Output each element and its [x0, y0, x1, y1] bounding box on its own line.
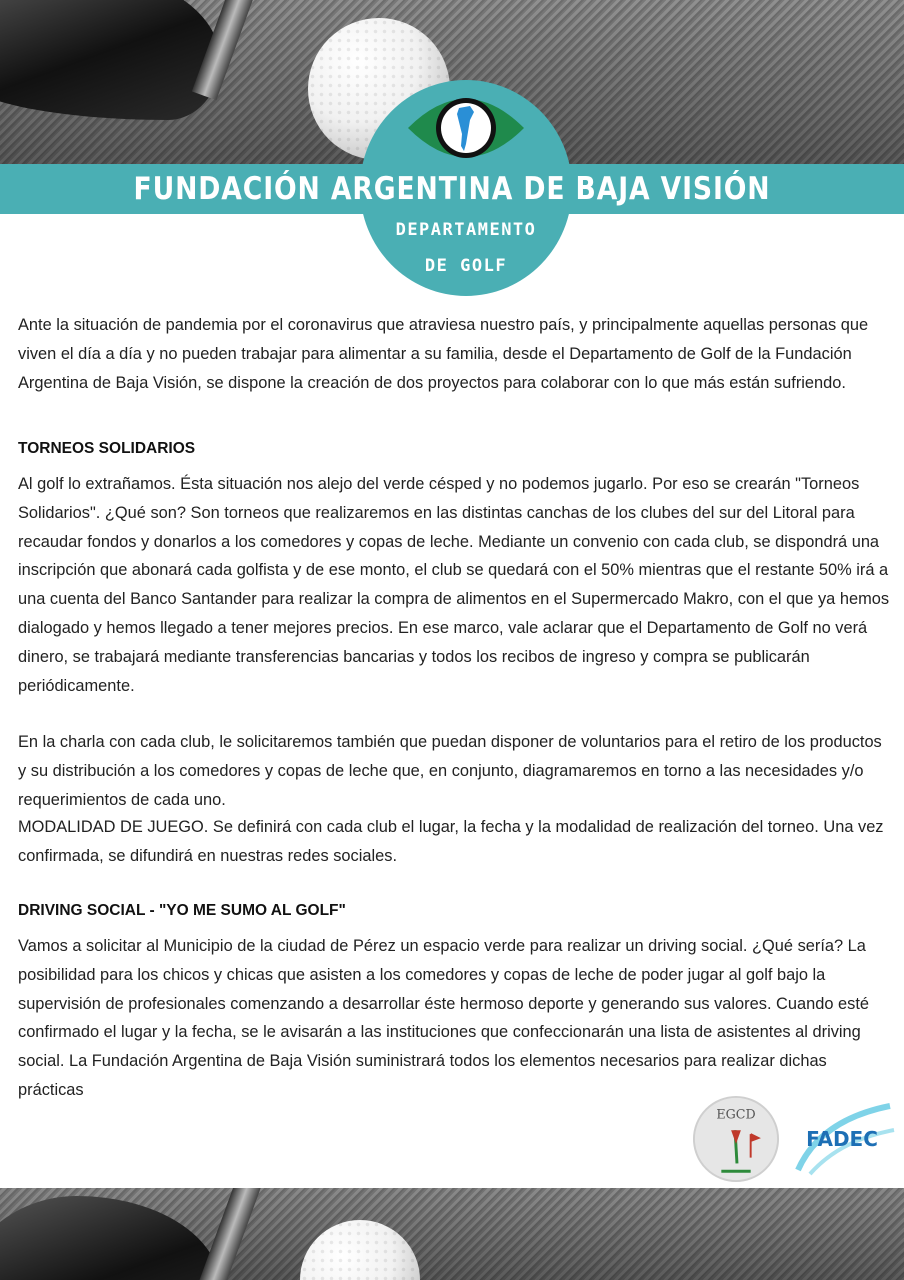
subtitle-line-2: DE GOLF [424, 256, 508, 276]
intro-paragraph: Ante la situación de pandemia por el coronavirus que atraviesa nuestro país, y principalmente aquellas personas que viven el día a día y no pueden trabajar para alimentar a su familia, desde el Departamento de Golf de la Fundación Argentina de Baja Visión, se dispone la creación de dos proyectos para colaborar con lo que más están sufriendo. [18, 316, 869, 392]
section1-paragraph-3: MODALIDAD DE JUEGO. Se definirá con cada club el lugar, la fecha y la modalidad de realización del torneo. Una vez confirmada, se difundirá en nuestras redes sociales. [18, 818, 884, 865]
eye-logo-icon [404, 88, 528, 168]
fadec-logo [790, 1100, 900, 1180]
egcd-logo [692, 1095, 780, 1183]
footer-golf-photo [0, 1188, 904, 1280]
section-heading-driving: DRIVING SOCIAL - "YO ME SUMO AL GOLF" [18, 902, 346, 919]
golf-club-icon [0, 1196, 220, 1280]
section1-paragraph-1: Al golf lo extrañamos. Ésta situación nos alejo del verde césped y no podemos jugarlo. Por eso se crearán "Torneos Solidarios". ¿Qué son? Son torneos que realizaremos en las distintas canchas de los clubes del sur del Litoral para recaudar fondos y donarlos a los comedores y copas de leche. Mediante un convenio con cada club, se dispondrá una inscripción que abonará cada golfista y de ese monto, el club se quedará con el 50% mientras que el restante 50% irá a una cuenta del Banco Santander para realizar la compra de alimentos en el Supermercado Makro, con el que ya hemos dialogado y hemos llegado a tener mejores precios. En ese marco, vale aclarar que el Departamento de Golf no verá dinero, se trabajará mediante transferencias bancarias y todos los recibos de ingreso y compra se publicarán periódicamente. [18, 475, 890, 695]
egcd-logo-text: EGCD [716, 1106, 756, 1122]
section1-paragraph-2: En la charla con cada club, le solicitaremos también que puedan disponer de voluntarios para el retiro de los productos y su distribución a los comedores y copas de leche que, en conjunto, diagramaremos en torno a las necesidades y/o requerimientos de cada uno. [18, 733, 882, 809]
subtitle-line-1: DEPARTAMENTO [395, 220, 537, 240]
golf-club-icon [0, 0, 220, 120]
golf-ball-icon [300, 1220, 420, 1280]
page-title: FUNDACIÓN ARGENTINA DE BAJA VISIÓN [133, 171, 771, 207]
section2-paragraph: Vamos a solicitar al Municipio de la ciudad de Pérez un espacio verde para realizar un driving social. ¿Qué sería? La posibilidad para los chicos y chicas que asisten a los comedores y copas de leche de poder jugar al golf bajo la supervisión de profesionales comenzando a desarrollar éste hermoso deporte y generando sus valores. Cuando esté confirmado el lugar y la fecha, se le avisarán a las instituciones que confeccionarán una lista de asistentes al driving social. La Fundación Argentina de Baja Visión suministrará todos los elementos necesarios para realizar dichas prácticas [18, 937, 870, 1099]
section-heading-torneos: TORNEOS SOLIDARIOS [18, 440, 196, 457]
fadec-logo-text: FADEC [806, 1127, 878, 1151]
